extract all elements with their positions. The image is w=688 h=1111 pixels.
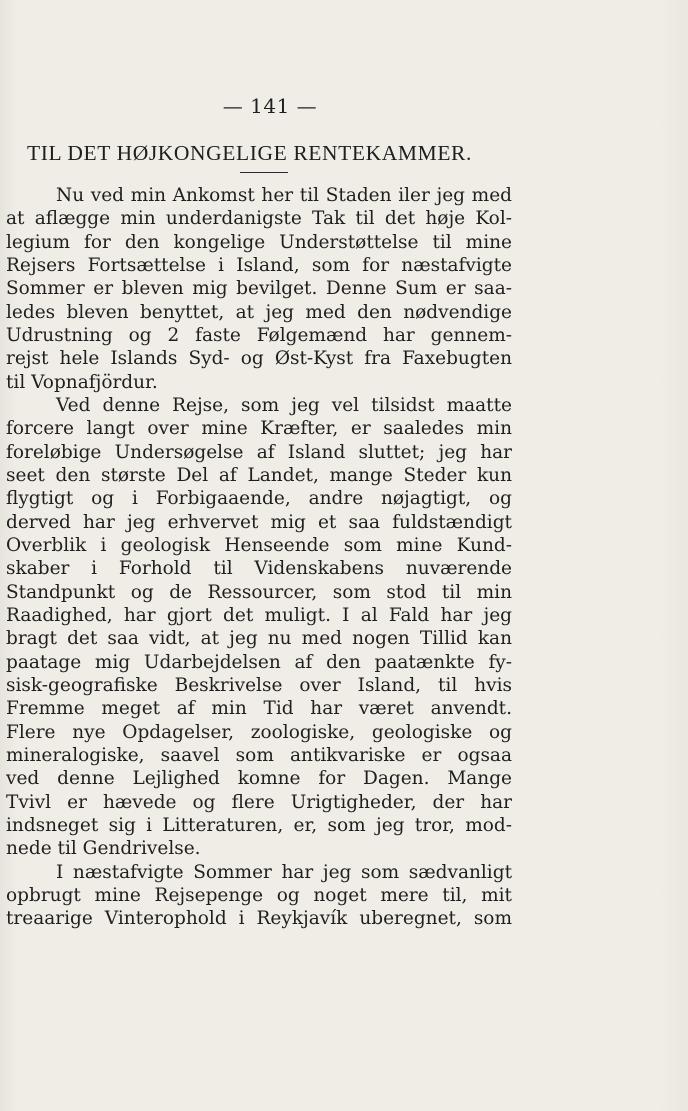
- text-line: flygtigt og i Forbigaaende, andre nøjagtigt, og: [6, 488, 512, 510]
- text-line: indsneget sig i Litteraturen, er, som jeg tror, mod-: [6, 814, 512, 836]
- text-line: sisk-geografiske Beskrivelse over Island, til hvis: [6, 674, 512, 696]
- text-line: paatage mig Udarbejdelsen af den paatænkte fy-: [6, 651, 512, 673]
- text-line: skaber i Forhold til Videnskabens nuværende: [6, 558, 512, 580]
- letter-heading: TIL DET HØJKONGELIGE RENTEKAMMER.: [27, 141, 472, 165]
- text-line: Flere nye Opdagelser, zoologiske, geologiske og: [6, 721, 512, 743]
- text-line: derved har jeg erhvervet mig et saa fuldstændigt: [6, 511, 512, 533]
- text-line: foreløbige Undersøgelse af Island sluttet; jeg har: [6, 441, 512, 463]
- text-line: treaarige Vinterophold i Reykjavík uberegnet, som: [6, 908, 512, 930]
- text-line: mineralogiske, saavel som antikvariske er ogsaa: [6, 744, 512, 766]
- text-line: opbrugt mine Rejsepenge og noget mere til, mit: [6, 884, 512, 906]
- heading-rule: [240, 172, 288, 173]
- text-line: Standpunkt og de Ressourcer, som stod til min: [6, 581, 512, 603]
- text-line: I næstafvigte Sommer har jeg som sædvanligt: [56, 861, 512, 883]
- letter-body: [6, 184, 512, 931]
- page-number: — 141 —: [222, 94, 318, 118]
- text-line: seet den største Del af Landet, mange Steder kun: [6, 464, 512, 486]
- text-line: Ved denne Rejse, som jeg vel tilsidst maatte: [56, 394, 512, 416]
- text-line: Tvivl er hævede og flere Urigtigheder, der har: [6, 791, 512, 813]
- text-line: Overblik i geologisk Henseende som mine Kund-: [6, 534, 512, 556]
- text-line: nede til Gendrivelse.: [6, 838, 201, 860]
- text-line: Udrustning og 2 faste Følgemænd har gennem-: [6, 324, 512, 346]
- text-line: rejst hele Islands Syd- og Øst-Kyst fra Faxebugten: [6, 348, 512, 370]
- text-line: ved denne Lejlighed komne for Dagen. Mange: [6, 768, 512, 790]
- text-line: ledes bleven benyttet, at jeg med den nødvendige: [6, 301, 512, 323]
- text-line: Fremme meget af min Tid har været anvendt.: [6, 698, 512, 720]
- text-line: Rejsers Fortsættelse i Island, som for næstafvigte: [6, 254, 512, 276]
- text-line: at aflægge min underdanigste Tak til det høje Kol-: [6, 208, 512, 230]
- text-line: legium for den kongelige Understøttelse til mine: [6, 231, 512, 253]
- text-line: Sommer er bleven mig bevilget. Denne Sum er saa-: [6, 278, 512, 300]
- text-line: til Vopnafjördur.: [6, 371, 158, 393]
- text-line: forcere langt over mine Kræfter, er saaledes min: [6, 418, 512, 440]
- text-line: bragt det saa vidt, at jeg nu med nogen Tillid kan: [6, 628, 512, 650]
- text-line: Nu ved min Ankomst her til Staden iler jeg med: [56, 185, 512, 206]
- text-line: Raadighed, har gjort det muligt. I al Fald har jeg: [6, 604, 512, 626]
